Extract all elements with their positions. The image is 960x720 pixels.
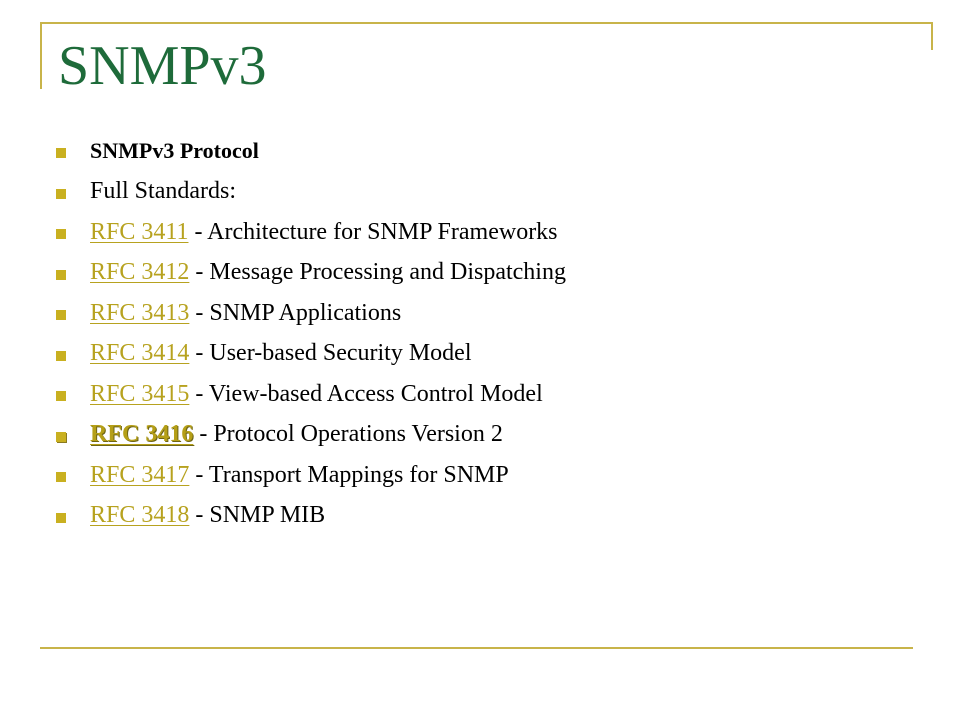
rfc-3411-link[interactable]: RFC 3411 [90,218,189,245]
square-bullet-icon [56,310,66,320]
square-bullet-icon [56,229,66,239]
bullet-list [56,131,566,536]
square-bullet-icon [56,189,66,199]
rfc-description: - Protocol Operations Version 2 [193,421,503,448]
bullet-item-rfc-3415 [56,374,566,415]
slide-title: SNMPv3 [58,35,267,97]
rfc-3415-link[interactable]: RFC 3415 [90,380,190,407]
rfc-description: - SNMP Applications [189,299,402,326]
rfc-description: - View-based Access Control Model [189,380,543,407]
rfc-3417-link[interactable]: RFC 3417 [90,461,190,488]
bullet-text: SNMPv3 Protocol [90,138,259,164]
bullet-item-protocol [56,131,566,172]
bullet-item-rfc-3416 [56,415,566,456]
bullet-item-rfc-3413 [56,293,566,334]
square-bullet-icon [56,270,66,280]
rfc-3412-link[interactable]: RFC 3412 [90,259,190,286]
rfc-description: - SNMP MIB [189,502,326,529]
square-bullet-icon [56,351,66,361]
rfc-description: - Architecture for SNMP Frameworks [188,218,558,245]
rfc-description: - Message Processing and Dispatching [189,259,566,286]
square-bullet-icon [56,432,66,442]
bullet-item-rfc-3412 [56,253,566,294]
bullet-item-rfc-3414 [56,334,566,375]
bullet-item-rfc-3417 [56,455,566,496]
square-bullet-icon [56,391,66,401]
bullet-item-rfc-3418 [56,496,566,537]
rfc-description: - User-based Security Model [189,340,472,367]
rfc-3414-link[interactable]: RFC 3414 [90,340,190,367]
frame-bottom-line [40,647,913,649]
square-bullet-icon [56,513,66,523]
bullet-text: Full Standards: [90,178,237,205]
rfc-3416-link[interactable]: RFC 3416 [90,421,194,448]
bullet-item-full-standards [56,172,566,213]
frame-left-line [40,22,42,89]
rfc-3418-link[interactable]: RFC 3418 [90,502,190,529]
bullet-item-rfc-3411 [56,212,566,253]
frame-right-line [931,22,933,50]
frame-top-line [40,22,933,24]
square-bullet-icon [56,472,66,482]
rfc-description: - Transport Mappings for SNMP [189,461,509,488]
square-bullet-icon [56,148,66,158]
rfc-3413-link[interactable]: RFC 3413 [90,299,190,326]
